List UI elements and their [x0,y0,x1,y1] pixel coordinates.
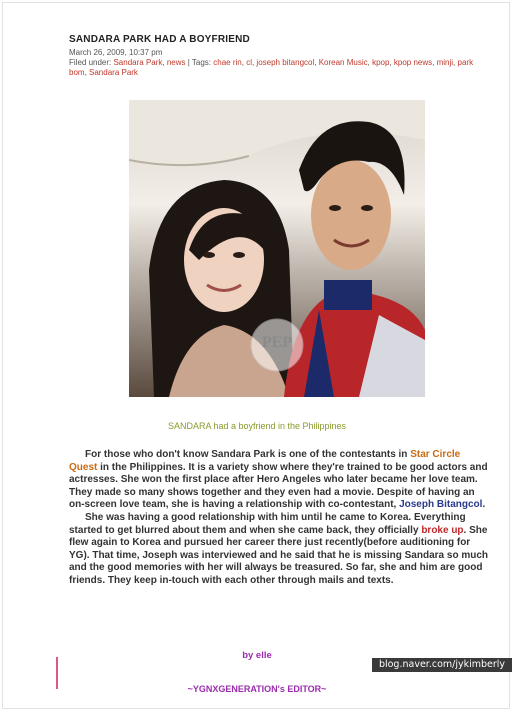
photo-illustration [129,100,425,397]
photo-watermark-pep: PEP [261,334,293,351]
tag-link[interactable]: joseph bitangcol [256,58,315,67]
article-body [69,449,489,588]
category-link-news[interactable]: news [166,58,186,67]
tag-link[interactable]: minji [436,58,454,67]
tag-link[interactable]: Sandara Park [89,68,138,77]
tags-label: | Tags: [185,58,214,67]
paragraph-text: . [482,499,486,511]
tag-link[interactable]: cl [246,58,252,67]
post-meta: March 26, 2009, 10:37 pm Filed under: Sandara Park, news | Tags: chae rin, cl, joseph bitangcol, Korean Music, kpop, kpop news, minji, park bom, Sandara Park [69,48,474,77]
link-joseph-bitangcol[interactable]: Joseph Bitangcol [399,499,483,511]
paragraph-text: in the Philippines. It is a variety show where they're trained to be good actors and actresses. She won the first place after Hero Angeles who later became her love team. They made so many shows together and they even had a movie. Despite of having an on-screen love team, she is having a relationship with co-contestant, [69,461,488,511]
link-broke-up[interactable]: broke up [421,524,464,536]
paragraph-text: She was having a good relationship with him until he came to Korea. Everything started to get blurred about them and when she came back, they officially [69,511,466,536]
source-watermark: blog.naver.com/jykimberly [372,658,512,672]
link-star-circle-quest[interactable]: Star Circle Quest [69,449,461,473]
photo-caption: SANDARA had a boyfriend in the Philippines [167,421,347,431]
tag-link[interactable]: kpop [372,58,390,67]
tag-link[interactable]: Korean Music [318,58,368,67]
article-photo[interactable] [129,100,425,397]
post-header [69,34,479,78]
paragraph-text: . She flew again to Korea and pursued her career there just recently(before auditioning for YG). That time, Joseph was interviewed and he said that he is missing Sandara so much and the good memories with her will always be treasured. So far, she and him are good friends. They keep in-touch with each other through mails and texts. [69,524,488,586]
tag-link[interactable]: kpop news [393,58,433,67]
post-date: March 26, 2009, 10:37 pm [69,48,163,57]
byline: by elle [242,650,272,661]
editor-signature: ~YGNXGENERATION's EDITOR~ [187,684,327,694]
tag-link[interactable]: park bom [69,58,474,77]
post-title[interactable]: SANDARA PARK HAD A BOYFRIEND [69,34,250,45]
filed-under-label: Filed under: [69,58,114,67]
tag-link[interactable]: chae rin [213,58,242,67]
paragraph-text: For those who don't know Sandara Park is one of the contestants in [85,449,411,460]
paragraph [69,449,489,512]
category-link-sandara-park[interactable]: Sandara Park [113,58,163,67]
paragraph [69,512,489,588]
